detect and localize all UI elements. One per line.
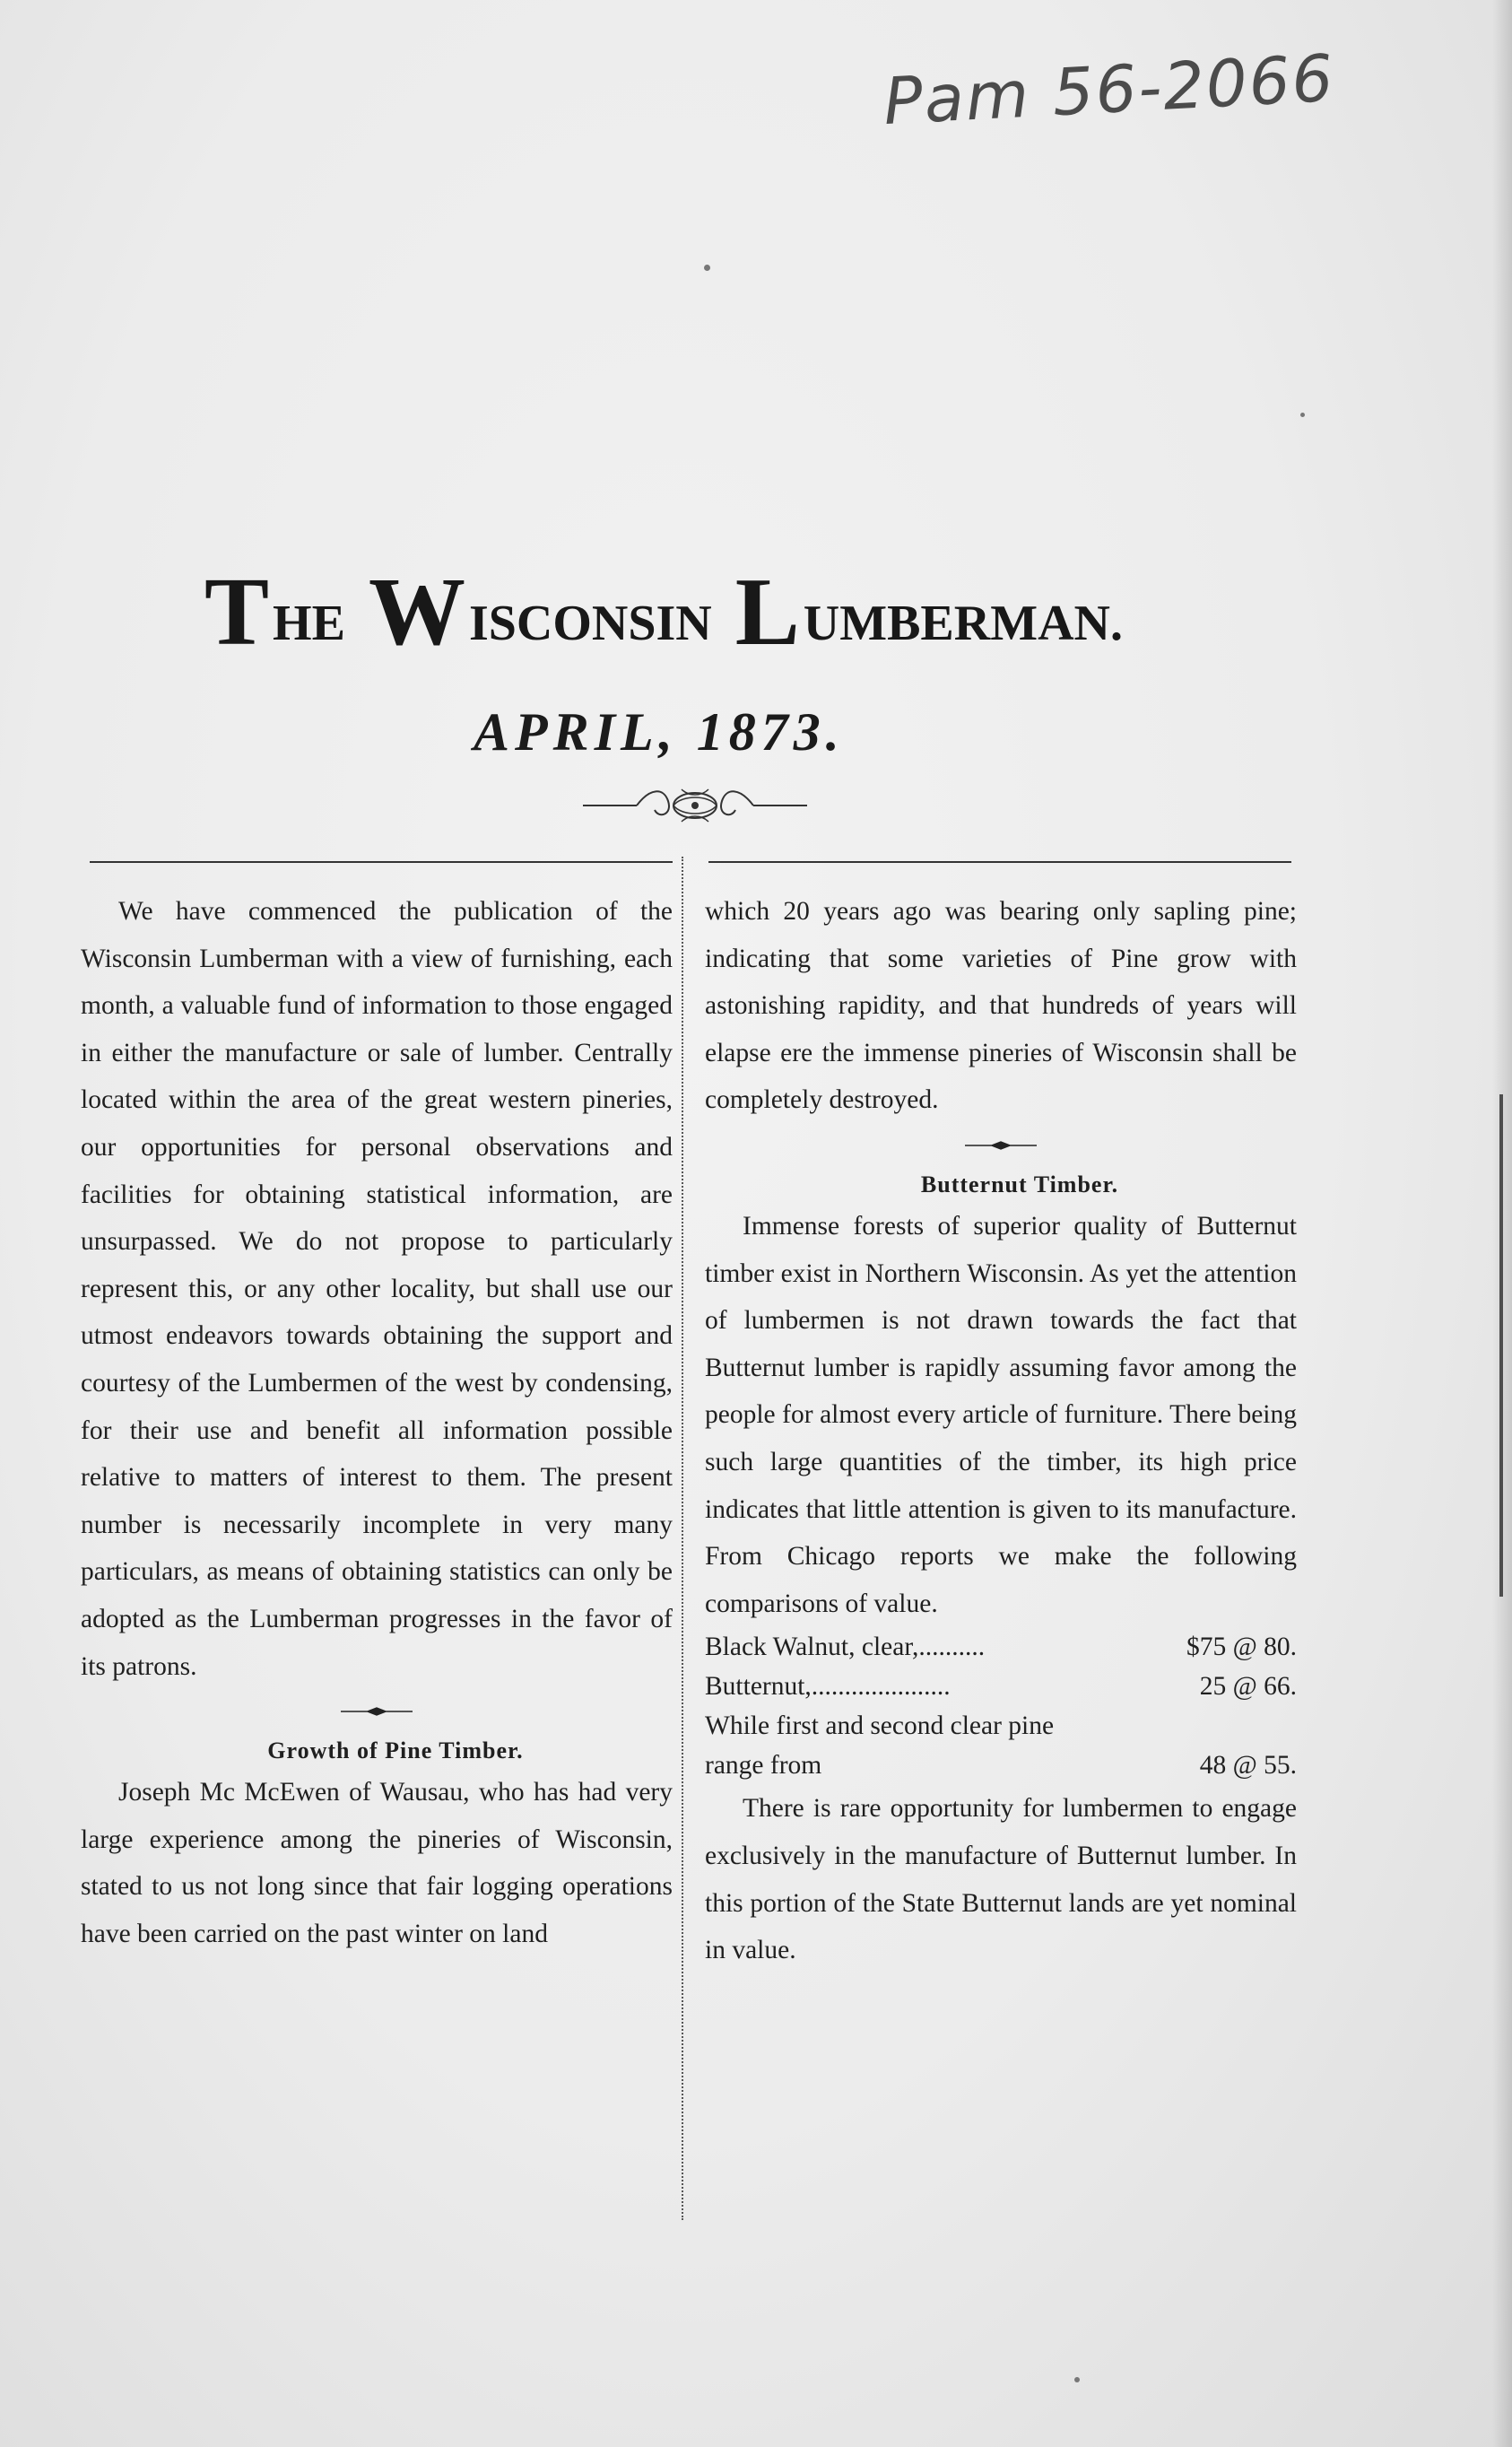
masthead-rest: HE xyxy=(273,596,345,651)
price-value: $75 @ 80. xyxy=(1186,1633,1297,1662)
column-divider xyxy=(682,857,683,2220)
separator-dash-icon xyxy=(341,1706,413,1717)
masthead-word xyxy=(204,559,345,666)
price-value: 48 @ 55. xyxy=(1199,1751,1297,1781)
price-row xyxy=(705,1746,1297,1785)
left-column xyxy=(81,888,673,1957)
continuation-paragraph: which 20 years ago was bearing only sapling pine; indicating that some varieties of Pine grow with astonishing rapidity, and that hundreds of years will elapse ere the immense pineries of Wisconsin shall be completely destroyed. xyxy=(705,897,1297,1115)
intro-paragraph: We have commenced the publication of the Wisconsin Lumberman with a view of furnishing, each month, a valuable fund of information to those engaged in either the manufacture or sale of lumber. Centrally located within the area of the great western pineries, our opportunities for personal observations and facilities for obtaining statistical information, are unsurpassed. We do not propose to particularly represent this, or any other locality, but shall use our utmost endeavors towards obtaining the support and courtesy of the Lumbermen of the west by condensing, for their use and benefit all information possible relative to matters of interest to them. The present number is necessarily incomplete in very many particulars, as means of obtaining statistics can only be adopted as the Lumberman progresses in the favor of its patrons. xyxy=(81,897,673,1681)
price-value: 25 @ 66. xyxy=(1199,1672,1297,1702)
issue-date: APRIL, 1873. xyxy=(474,702,845,762)
section-separator xyxy=(81,1702,673,1720)
masthead-initial: W xyxy=(368,559,465,666)
price-item: range from xyxy=(705,1751,822,1781)
column-top-rule xyxy=(708,861,1291,863)
masthead-word xyxy=(734,559,1123,666)
paper-speck xyxy=(1074,2377,1080,2382)
masthead-title xyxy=(204,559,1191,666)
pencil-annotation: Pam 56-2066 xyxy=(882,39,1337,140)
masthead-initial: T xyxy=(204,559,270,666)
price-row xyxy=(705,1667,1297,1706)
masthead-word xyxy=(368,559,712,666)
section-separator xyxy=(705,1136,1297,1154)
closing-paragraph: There is rare opportunity for lumbermen to engage exclusively in the manufacture of Butternut lumber. In this portion of the State Butternut lands are yet nominal in value. xyxy=(705,1794,1297,1965)
binding-edge-mark xyxy=(1499,1094,1512,1597)
right-column xyxy=(705,888,1297,1974)
price-item: Black Walnut, clear,.......... xyxy=(705,1633,986,1662)
price-item: While first and second clear pine xyxy=(705,1711,1055,1741)
masthead-rest: ISCONSIN xyxy=(468,596,712,651)
price-row xyxy=(705,1627,1297,1667)
butternut-section-heading: Butternut Timber. xyxy=(920,1171,1119,1197)
masthead-initial: L xyxy=(734,559,800,666)
price-comparison-table xyxy=(705,1627,1297,1785)
masthead-rest: UMBERMAN. xyxy=(803,596,1123,651)
paper-speck xyxy=(704,265,710,271)
butternut-paragraph: Immense forests of superior quality of Butternut timber exist in Northern Wisconsin. As yet the attention of lumbermen is not drawn towards the fact that Butternut lumber is rapidly assuming favor among the people for almost every article of furniture. There being such large quantities of the timber, its high price indicates that little attention is given to its manufacture. From Chicago reports we make the following comparisons of value. xyxy=(705,1211,1297,1618)
growth-paragraph: Joseph Mc McEwen of Wausau, who has had very large experience among the pineries of Wisconsin, stated to us not long since that fair logging operations have been carried on the past winter on land xyxy=(81,1778,673,1948)
price-value xyxy=(1154,1706,1297,1746)
decorative-flourish-ornament xyxy=(574,779,816,832)
column-top-rule xyxy=(90,861,673,863)
price-row xyxy=(705,1706,1297,1746)
price-item: Butternut,..................... xyxy=(705,1672,951,1702)
paper-speck xyxy=(1300,413,1305,417)
separator-dash-icon xyxy=(965,1140,1037,1151)
growth-section-heading: Growth of Pine Timber. xyxy=(267,1737,524,1764)
